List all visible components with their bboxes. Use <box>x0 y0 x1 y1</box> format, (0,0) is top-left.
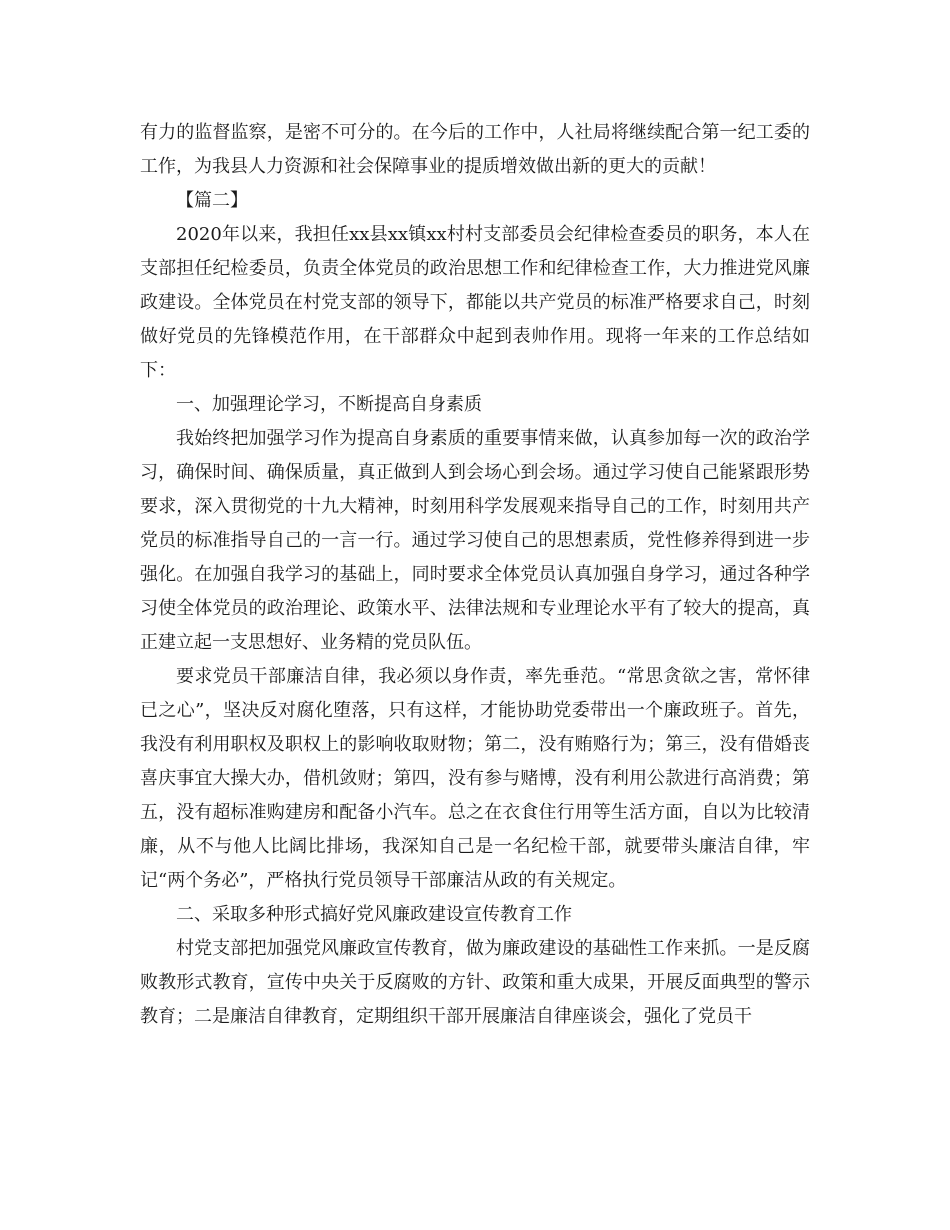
section-heading-2: 二、采取多种形式搞好党风廉政建设宣传教育工作 <box>176 904 572 925</box>
paragraph-self-discipline: 要求党员干部廉洁自律，我必须以身作责，率先垂范。“常思贪欲之害，常怀律已之心”，坚决反对腐化堕落，只有这样，才能协助党委带出一个廉政班子。首先，我没有利用职权及职权上的影响收取财物；第二，没有贿赂行为；第三，没有借婚丧喜庆事宜大操大办，借机敛财；第四，没有参与赌博，没有利用公款进行高消费；第五，没有超标准购建房和配备小汽车。总之在衣食住行用等生活方面，自以为比较清廉，从不与他人比阔比排场，我深知自己是一名纪检干部，就要带头廉洁自律，牢记“两个务必”，严格执行党员领导干部廉洁从政的有关规定。 <box>140 666 810 891</box>
paragraph-study: 我始终把加强学习作为提高自身素质的重要事情来做，认真参加每一次的政治学习，确保时间、确保质量，真正做到人到会场心到会场。通过学习使自己能紧跟形势要求，深入贯彻党的十九大精神，时刻用科学发展观来指导自己的工作，时刻用共产党员的标准指导自己的一言一行。通过学习使自己的思想素质，党性修养得到进一步强化。在加强自我学习的基础上，同时要求全体党员认真加强自身学习，通过各种学习使全体党员的政治理论、政策水平、法律法规和专业理论水平有了较大的提高，真正建立起一支思想好、业务精的党员队伍。 <box>140 428 810 653</box>
paragraph-intro: 2020年以来，我担任xx县xx镇xx村村支部委员会纪律检查委员的职务，本人在支部担任纪检委员，负责全体党员的政治思想工作和纪律检查工作，大力推进党风廉政建设。全体党员在村党支部的领导下，都能以共产党员的标准严格要求自己，时刻做好党员的先锋模范作用，在干部群众中起到表帅作用。现将一年来的工作总结如下： <box>140 224 810 381</box>
paragraph-education: 村党支部把加强党风廉政宣传教育，做为廉政建设的基础性工作来抓。一是反腐败教形式教育，宣传中央关于反腐败的方针、政策和重大成果，开展反面典型的警示教育；二是廉洁自律教育，定期组织干部开展廉洁自律座谈会，强化了党员干 <box>140 938 810 1027</box>
section-marker: 【篇二】 <box>176 190 248 211</box>
paragraph-continuation: 有力的监督监察，是密不可分的。在今后的工作中，人社局将继续配合第一纪工委的工作，为我县人力资源和社会保障事业的提质增效做出新的更大的贡献！ <box>140 122 810 177</box>
document-page <box>140 116 810 1034</box>
section-heading-1: 一、加强理论学习，不断提高自身素质 <box>176 394 482 415</box>
